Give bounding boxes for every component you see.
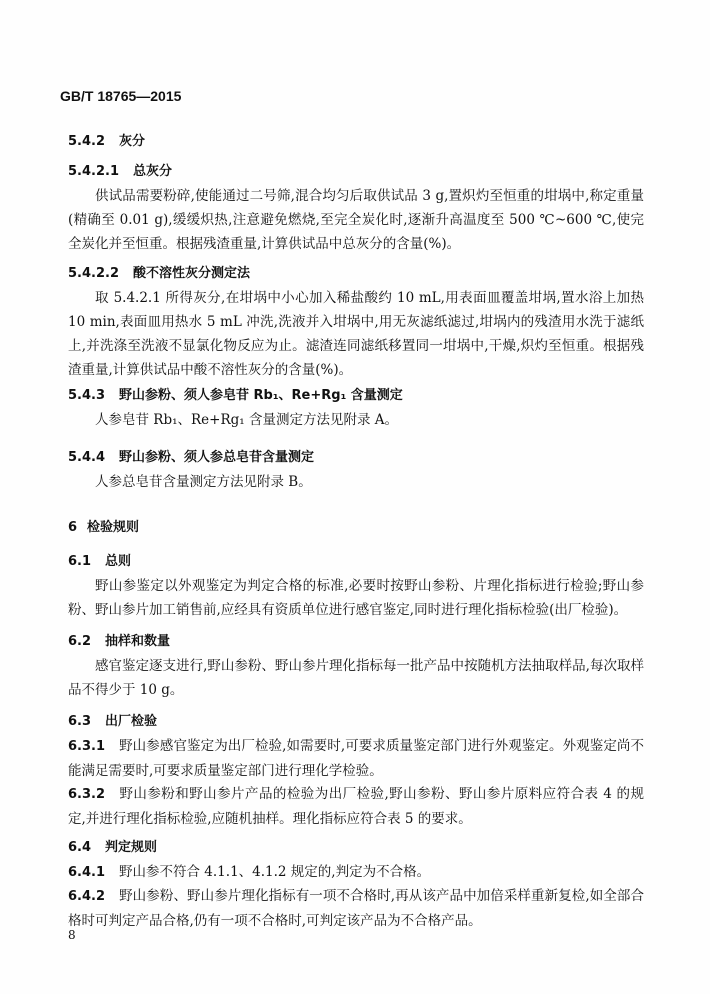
heading-6-4 bbox=[68, 836, 157, 855]
heading-title: 野山参粉、须人参总皂苷含量测定 bbox=[119, 450, 315, 465]
clause-number: 6.3.2 bbox=[68, 787, 106, 802]
heading-number: 6.3 bbox=[68, 714, 92, 729]
heading-title: 野山参粉、须人参皂苷 Rb₁、Re+Rg₁ 含量测定 bbox=[119, 388, 403, 403]
heading-title: 检验规则 bbox=[87, 520, 140, 535]
heading-number: 5.4.2.1 bbox=[68, 164, 119, 179]
heading-6 bbox=[68, 516, 139, 535]
clause-text: 野山参粉和野山参片产品的检验为出厂检验,野山参粉、野山参片原料应符合表 4 的规定,并进行理化指标检验,应随机抽样。理化指标应符合表 5 的要求。 bbox=[68, 786, 644, 827]
heading-5-4-2 bbox=[68, 130, 145, 149]
paragraph-6-1: 野山参鉴定以外观鉴定为判定合格的标准,必要时按野山参粉、片理化指标进行检验;野山参粉、野山参片加工销售前,应经具有资质单位进行感官鉴定,同时进行理化指标检验(出厂检验)。 bbox=[68, 578, 644, 618]
heading-title: 抽样和数量 bbox=[105, 634, 171, 649]
heading-6-2 bbox=[68, 630, 170, 649]
heading-6-3 bbox=[68, 710, 157, 729]
paragraph-5-4-4: 人参总皂苷含量测定方法见附录 B。 bbox=[95, 474, 312, 490]
heading-title: 灰分 bbox=[119, 134, 146, 149]
heading-5-4-2-1 bbox=[68, 160, 172, 179]
heading-title: 判定规则 bbox=[105, 840, 158, 855]
clause-text: 野山参粉、野山参片理化指标有一项不合格时,再从该产品中加倍采样重新复检,如全部合格时可判定产品合格,仍有一项不合格时,可判定该产品为不合格产品。 bbox=[68, 888, 644, 929]
heading-number: 6 bbox=[68, 520, 78, 535]
paragraph-5-4-3: 人参皂苷 Rb₁、Re+Rg₁ 含量测定方法见附录 A。 bbox=[95, 412, 399, 428]
heading-5-4-4 bbox=[68, 446, 314, 465]
paragraph-5-4-2-2: 取 5.4.2.1 所得灰分,在坩埚中小心加入稀盐酸约 10 mL,用表面皿覆盖坩埚,置水浴上加热 10 min,表面皿用热水 5 mL 冲洗,洗液并入坩埚中,用无灰滤纸滤过,坩埚内的残渣用水洗于滤纸上,并洗涤至洗液不显氯化物反应为止。滤渣连同滤纸移置同一坩埚中,干燥,炽灼至恒重。根据残渣重量,计算供试品中酸不溶性灰分的含量(%)。 bbox=[68, 290, 644, 378]
heading-6-1 bbox=[68, 550, 131, 569]
heading-number: 5.4.2.2 bbox=[68, 266, 119, 281]
heading-number: 5.4.2 bbox=[68, 134, 106, 149]
clause-text: 野山参感官鉴定为出厂检验,如需要时,可要求质量鉴定部门进行外观鉴定。外观鉴定尚不能满足需要时,可要求质量鉴定部门进行理化学检验。 bbox=[68, 738, 644, 779]
heading-title: 酸不溶性灰分测定法 bbox=[133, 266, 251, 281]
clause-text: 野山参不符合 4.1.1、4.1.2 规定的,判定为不合格。 bbox=[119, 864, 431, 880]
clause-number: 6.3.1 bbox=[68, 739, 106, 754]
paragraph-6-4-2 bbox=[68, 884, 644, 933]
heading-number: 5.4.4 bbox=[68, 450, 106, 465]
heading-number: 5.4.3 bbox=[68, 388, 106, 403]
paragraph-6-3-1 bbox=[68, 734, 644, 783]
heading-5-4-3 bbox=[68, 384, 403, 403]
paragraph-5-4-2-1: 供试品需要粉碎,使能通过二号筛,混合均匀后取供试品 3 g,置炽灼至恒重的坩埚中,称定重量(精确至 0.01 g),缓缓炽热,注意避免燃烧,至完全炭化时,逐渐升高温度至 500 ℃~600 ℃,使完全炭化并至恒重。根据残渣重量,计算供试品中总灰分的含量(%)。 bbox=[68, 188, 644, 252]
heading-number: 6.1 bbox=[68, 554, 92, 569]
page-number: 8 bbox=[68, 928, 76, 942]
heading-title: 总则 bbox=[105, 554, 132, 569]
paragraph-6-4-1 bbox=[68, 860, 644, 885]
paragraph-6-2: 感官鉴定逐支进行,野山参粉、野山参片理化指标每一批产品中按随机方法抽取样品,每次取样品不得少于 10 g。 bbox=[68, 658, 644, 698]
standard-code: GB/T 18765—2015 bbox=[60, 88, 182, 104]
heading-title: 总灰分 bbox=[133, 164, 173, 179]
heading-number: 6.2 bbox=[68, 634, 92, 649]
clause-number: 6.4.2 bbox=[68, 889, 106, 904]
heading-title: 出厂检验 bbox=[105, 714, 158, 729]
heading-number: 6.4 bbox=[68, 840, 92, 855]
heading-5-4-2-2 bbox=[68, 262, 250, 281]
clause-number: 6.4.1 bbox=[68, 865, 106, 880]
paragraph-6-3-2 bbox=[68, 782, 644, 831]
